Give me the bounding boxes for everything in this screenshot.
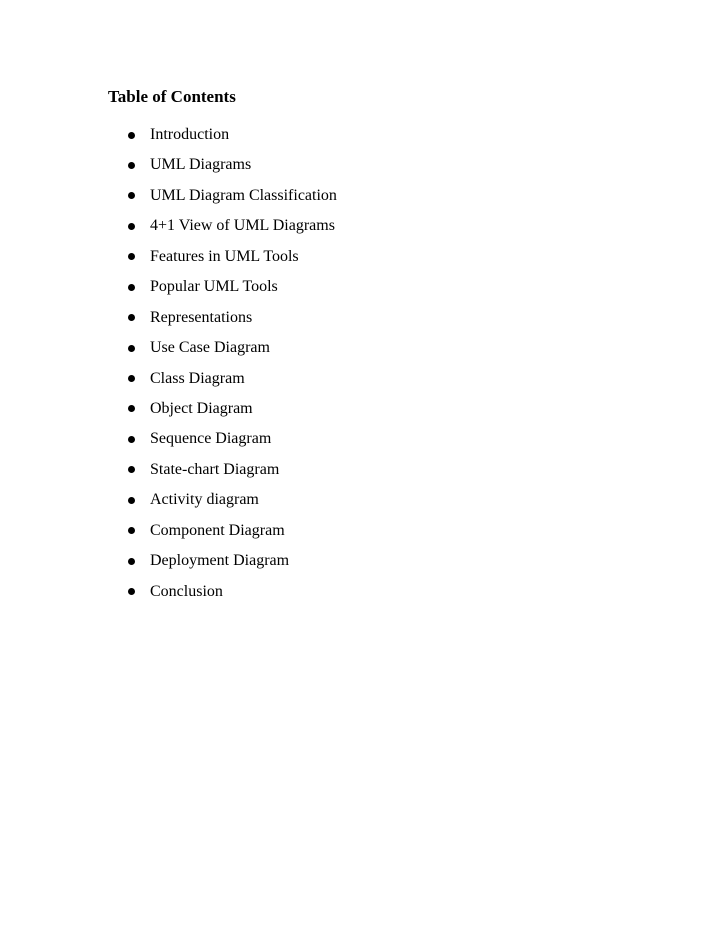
toc-item [126, 185, 337, 215]
toc-item [126, 368, 337, 398]
bullet-icon [128, 223, 135, 230]
toc-item-label: Object Diagram [150, 399, 253, 417]
bullet-icon [128, 162, 135, 169]
toc-item [126, 307, 337, 337]
bullet-icon [128, 466, 135, 473]
bullet-icon [128, 192, 135, 199]
bullet-icon [128, 132, 135, 139]
bullet-icon [128, 405, 135, 412]
toc-item [126, 276, 337, 306]
toc-item-label: Introduction [150, 126, 230, 143]
toc-item [126, 398, 337, 428]
bullet-icon [128, 314, 135, 321]
toc-item-label: Features in UML Tools [150, 247, 299, 265]
toc-list [126, 124, 337, 611]
bullet-icon [128, 558, 135, 565]
bullet-icon [128, 436, 135, 443]
toc-heading: Table of Contents [108, 87, 236, 106]
toc-item-label: UML Diagram Classification [150, 186, 337, 204]
toc-item [126, 459, 337, 489]
bullet-icon [128, 345, 135, 352]
toc-item [126, 124, 337, 154]
toc-item-label: Component Diagram [150, 521, 285, 539]
toc-item [126, 489, 337, 519]
toc-item [126, 581, 337, 611]
toc-item-label: State-chart Diagram [150, 460, 280, 478]
toc-item-label: Class Diagram [150, 369, 245, 387]
toc-item-label: Popular UML Tools [150, 278, 278, 296]
toc-item-label: Conclusion [150, 582, 223, 600]
toc-item-label: Deployment Diagram [150, 552, 290, 570]
toc-item [126, 215, 337, 245]
toc-item [126, 428, 337, 458]
toc-item-label: Representations [150, 308, 253, 326]
toc-item-label: Activity diagram [150, 491, 259, 509]
toc-item-label: Sequence Diagram [150, 430, 272, 448]
bullet-icon [128, 375, 135, 382]
bullet-icon [128, 497, 135, 504]
toc-item [126, 337, 337, 367]
bullet-icon [128, 588, 135, 595]
toc-item-label: 4+1 View of UML Diagrams [150, 217, 335, 235]
bullet-icon [128, 253, 135, 260]
toc-item [126, 154, 337, 184]
toc-item-label: Use Case Diagram [150, 339, 270, 357]
toc-item-label: UML Diagrams [150, 156, 252, 174]
bullet-icon [128, 284, 135, 291]
bullet-icon [128, 527, 135, 534]
toc-item [126, 550, 337, 580]
toc-item [126, 520, 337, 550]
toc-item [126, 246, 337, 276]
